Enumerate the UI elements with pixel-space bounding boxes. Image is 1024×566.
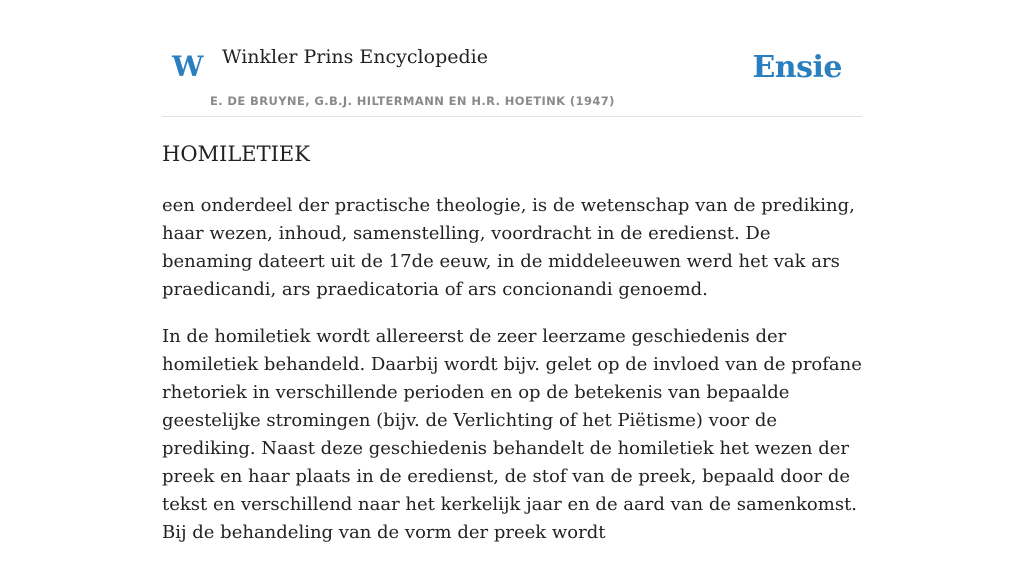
entry-title: HOMILETIEK [162,142,310,166]
source-logo[interactable]: W [172,50,204,83]
entry-body [162,192,864,566]
paragraph: een onderdeel der practische theologie, is de wetenschap van de prediking, haar wezen, inhoud, samenstelling, voordracht in de eredienst. De benaming dateert uit de 17de eeuw, in de middeleeuwen werd het vak ars praedicandi, ars praedicatoria of ars concionandi genoemd. [162,195,855,300]
paragraph: In de homiletiek wordt allereerst de zeer leerzame geschiedenis der homiletiek behandeld. Daarbij wordt bijv. gelet op de invloed van de profane rhetoriek in verschillende perioden en op de betekenis van bepaalde geestelijke stromingen (bijv. de Verlichting of het Piëtisme) voor de prediking. Naast deze geschiedenis behandelt de homiletiek het wezen der preek en haar plaats in de eredienst, de stof van de preek, bepaald door de tekst en verschillend naar het kerkelijk jaar en de aard van de samenkomst. Bij de behandeling van de vorm der preek wordt [162,326,862,543]
ensie-logo[interactable]: Ensie [752,50,842,85]
source-authors: E. DE BRUYNE, G.B.J. HILTERMANN EN H.R. HOETINK (1947) [210,94,615,108]
source-title[interactable]: Winkler Prins Encyclopedie [222,46,488,68]
source-header [162,36,862,117]
